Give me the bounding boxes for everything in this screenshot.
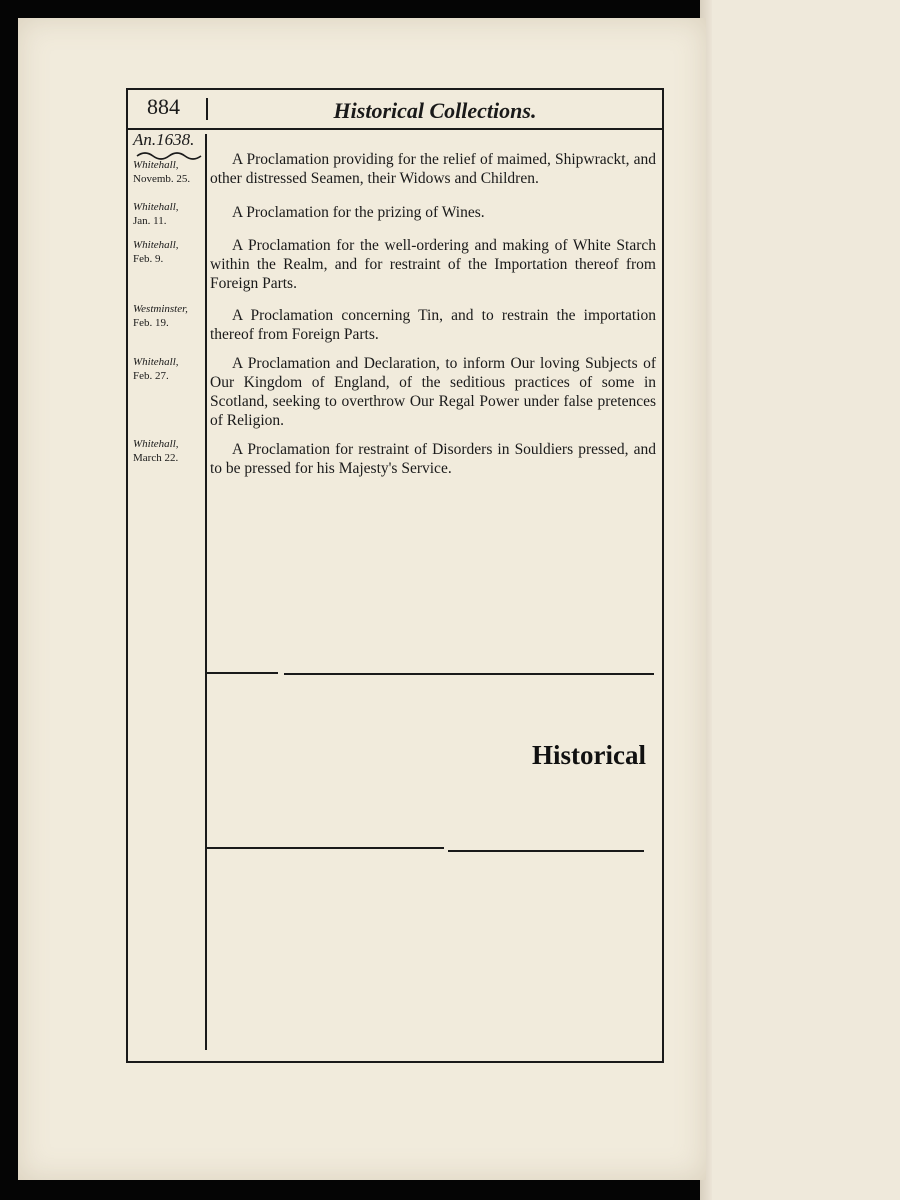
blank-rule-upper-left [206,672,278,674]
margin-date: Jan. 11. [133,215,167,227]
margin-date: March 22. [133,452,179,464]
margin-place: Whitehall, [133,356,179,368]
margin-place: Whitehall, [133,201,179,213]
proclamation-entry: A Proclamation concerning Tin, and to restrain the importation thereof from Foreign Parts. [210,307,656,343]
margin-date: Feb. 9. [133,253,164,265]
page-number: 884 [147,94,180,119]
margin-place: Whitehall, [133,159,179,171]
margin-note [133,437,207,465]
proclamation-entry: A Proclamation for the prizing of Wines. [232,204,485,221]
header-bottom-rule [126,128,662,130]
margin-note [133,302,207,330]
proclamation-entry: A Proclamation and Declaration, to inform Our loving Subjects of Our Kingdom of England, of the seditious practices of some in Scotland, seeking to overthrow Our Regal Power under false pretences of Religion. [210,355,656,429]
margin-note [133,238,207,266]
margin-date: Feb. 27. [133,370,169,382]
year-note: An.1638. [133,130,195,149]
margin-date: Feb. 19. [133,317,169,329]
facing-page [705,0,900,1200]
proclamation-entry: A Proclamation for the well-ordering and making of White Starch within the Realm, and for restraint of the Importation thereof from Foreign Parts. [210,237,656,292]
catchword: Historical [532,740,646,770]
header-top-rule [126,88,662,90]
margin-column-rule [205,134,207,1050]
margin-note [133,355,207,383]
margin-note [133,158,207,186]
proclamation-entry: A Proclamation providing for the relief of maimed, Shipwrackt, and other distressed Seamen, their Widows and Children. [210,151,656,187]
blank-rule-lower-right [448,850,644,852]
margin-place: Whitehall, [133,239,179,251]
blank-rule-lower-left [206,847,444,849]
header-divider [206,98,208,120]
margin-date: Novemb. 25. [133,173,191,185]
margin-place: Whitehall, [133,438,179,450]
running-title: Historical Collections. [333,98,537,123]
margin-note [133,200,207,228]
blank-rule-upper-right [284,673,654,675]
proclamation-entry: A Proclamation for restraint of Disorders in Souldiers pressed, and to be pressed for his Majesty's Service. [210,441,656,477]
margin-place: Westminster, [133,303,188,315]
